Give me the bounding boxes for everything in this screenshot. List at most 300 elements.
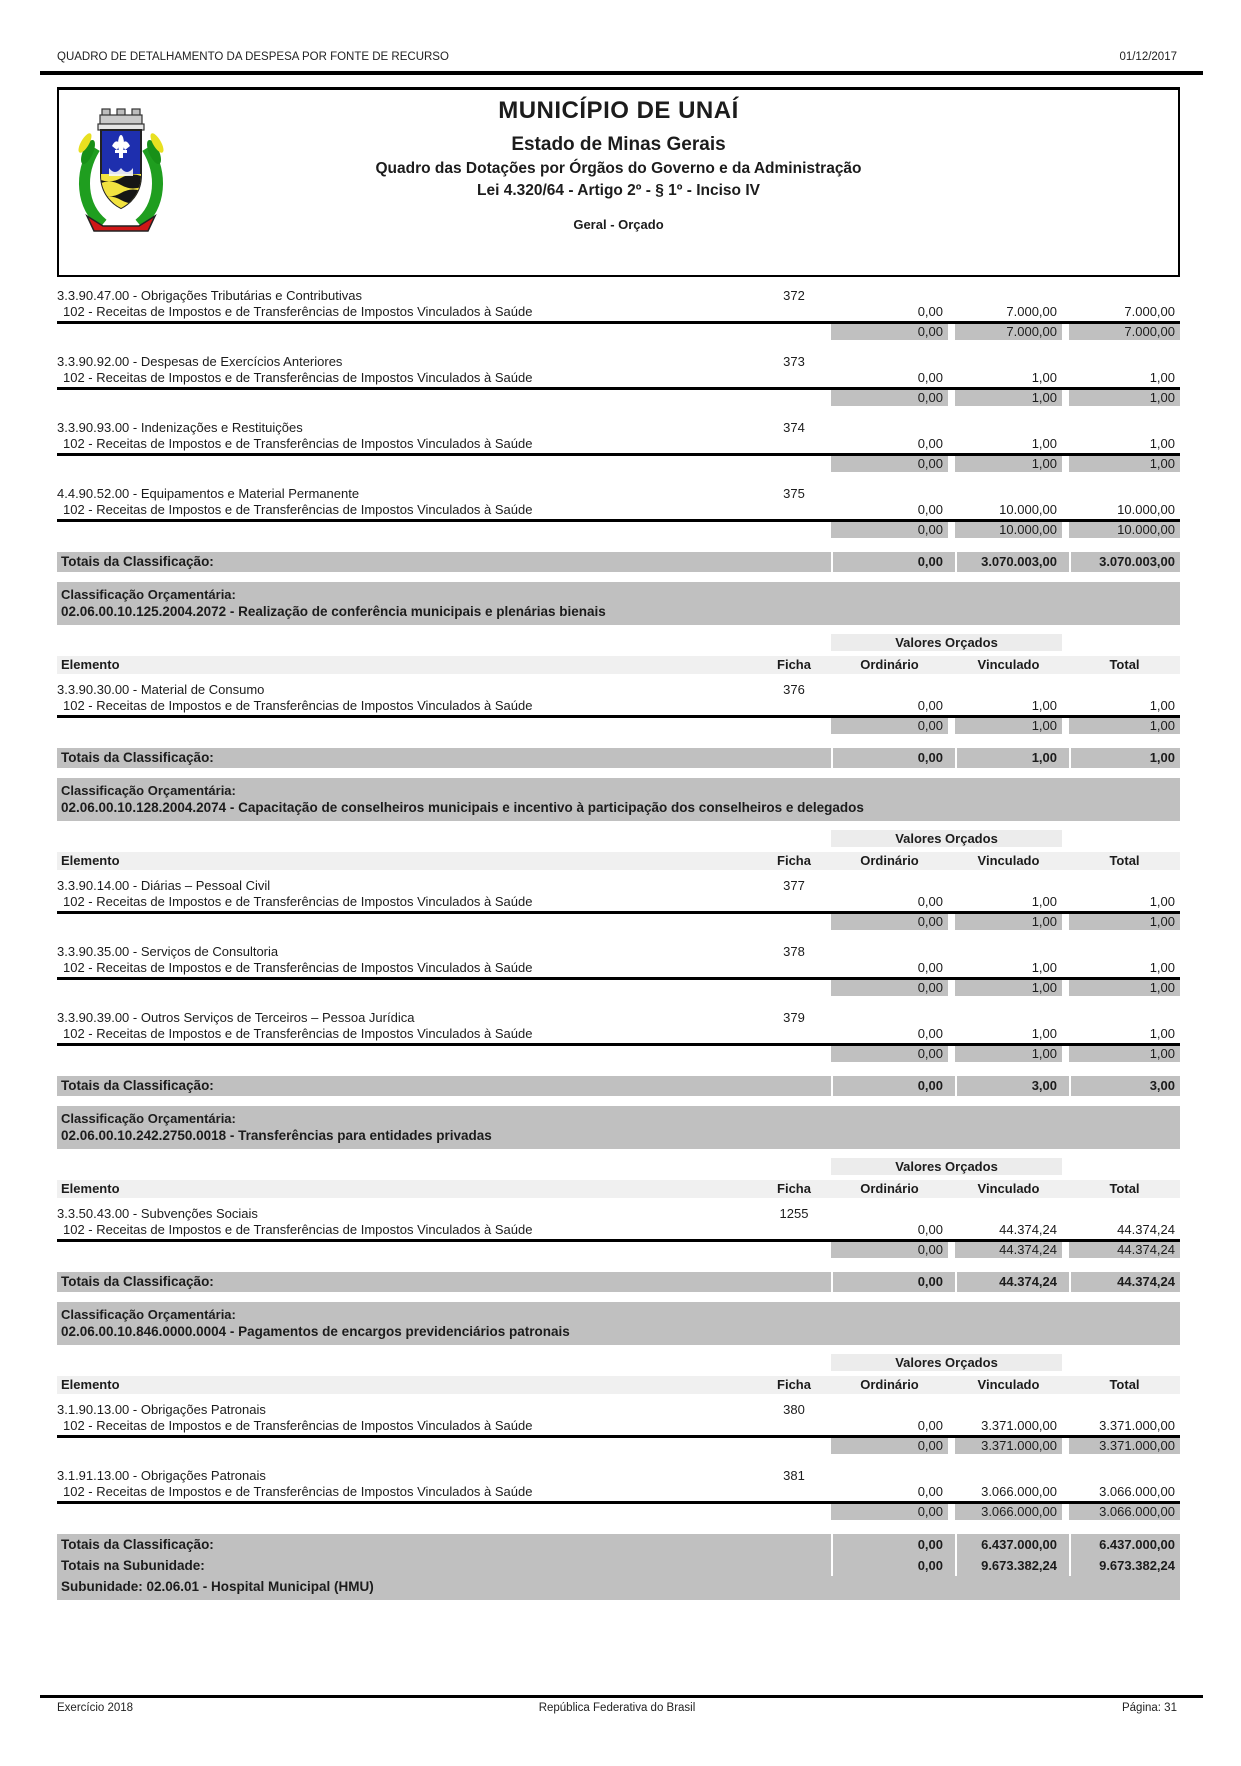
value-ordinario [831, 288, 948, 303]
subtotal-row [57, 718, 1180, 734]
subtotal-row [57, 1242, 1180, 1258]
value-total [1069, 420, 1180, 435]
value-ordinario [831, 420, 948, 435]
value-total [1069, 354, 1180, 369]
value-vinculado [955, 878, 1062, 893]
value-ordinario [831, 1468, 948, 1483]
value-vinculado: 9.673.382,24 [955, 1555, 1062, 1576]
column-gap [1062, 878, 1069, 893]
value-ordinario: 0,00 [831, 748, 948, 768]
column-gap [1062, 1468, 1069, 1483]
scope-label: Geral - Orçado [573, 217, 664, 232]
value-total: 3.371.000,00 [1099, 1418, 1175, 1433]
footer-rule [40, 1695, 1203, 1698]
subtotal-empty [57, 522, 757, 538]
element-row [57, 486, 1180, 501]
element-label: 3.3.90.14.00 - Diárias – Pessoal Civil [57, 878, 271, 893]
column-header-ficha: Ficha [777, 657, 811, 672]
fonte-label: 102 - Receitas de Impostos e de Transferências de Impostos Vinculados à Saúde [63, 502, 533, 517]
column-header-row [57, 1376, 1180, 1394]
fonte-ficha-empty [757, 894, 831, 909]
totals-label: Totais da Classificação: [61, 750, 214, 765]
value-total: 3.070.003,00 [1069, 552, 1180, 572]
element-label: 4.4.90.52.00 - Equipamentos e Material Permanente [57, 486, 360, 501]
subtotal-empty [757, 456, 831, 472]
column-header-ordinario: Ordinário [860, 853, 919, 868]
fonte-ficha-empty [757, 370, 831, 385]
value-total [1069, 486, 1180, 501]
element-row [57, 682, 1180, 697]
value-ordinario: 0,00 [831, 1242, 948, 1258]
value-total: 9.673.382,24 [1069, 1555, 1180, 1576]
element-label: 3.3.50.43.00 - Subvenções Sociais [57, 1206, 258, 1221]
value-ordinario: 0,00 [831, 390, 948, 406]
value-vinculado: 1,00 [955, 980, 1062, 996]
column-header-vinculado: Vinculado [977, 1181, 1040, 1196]
value-total: 1,00 [1069, 718, 1180, 734]
value-total: 1,00 [1149, 436, 1175, 451]
value-total: 1,00 [1069, 980, 1180, 996]
column-gap [1062, 980, 1069, 996]
column-gap [948, 1555, 955, 1576]
fonte-row [57, 1026, 1180, 1041]
value-total [1069, 878, 1180, 893]
subtotal-empty [57, 980, 757, 996]
value-ordinario: 0,00 [917, 1418, 943, 1433]
column-header-elemento: Elemento [61, 853, 120, 868]
column-gap [948, 1222, 955, 1237]
totals-empty [757, 748, 831, 768]
valores-orcados-band: Valores Orçados [831, 1354, 1062, 1371]
value-vinculado: 1,00 [1031, 894, 1057, 909]
classification-label: Classificação Orçamentária: [61, 1111, 236, 1126]
column-header-ordinario: Ordinário [860, 657, 919, 672]
value-vinculado: 3.066.000,00 [981, 1484, 1057, 1499]
municipality-title: MUNICÍPIO DE UNAÍ [498, 97, 739, 124]
page-number: Página: 31 [1121, 1702, 1177, 1714]
document-header [57, 87, 1180, 277]
value-total: 1,00 [1149, 960, 1175, 975]
totals-empty [757, 1534, 831, 1555]
column-gap [1062, 1046, 1069, 1062]
value-vinculado: 1,00 [1031, 1026, 1057, 1041]
column-gap [948, 486, 955, 501]
element-block [57, 420, 1180, 472]
header-rule [40, 71, 1203, 75]
value-total: 1,00 [1069, 748, 1180, 768]
value-total: 6.437.000,00 [1069, 1534, 1180, 1555]
column-header-row [57, 1180, 1180, 1198]
value-vinculado: 1,00 [1031, 370, 1057, 385]
value-vinculado [955, 1402, 1062, 1417]
subtotal-row [57, 914, 1180, 930]
totals-classification-row [57, 748, 1180, 768]
subtotal-empty [757, 914, 831, 930]
value-total: 1,00 [1069, 456, 1180, 472]
column-gap [948, 1046, 955, 1062]
fonte-label: 102 - Receitas de Impostos e de Transferências de Impostos Vinculados à Saúde [63, 1222, 533, 1237]
fonte-label: 102 - Receitas de Impostos e de Transferências de Impostos Vinculados à Saúde [63, 304, 533, 319]
report-date: 01/12/2017 [1119, 51, 1177, 63]
value-vinculado: 6.437.000,00 [955, 1534, 1062, 1555]
fonte-row [57, 1222, 1180, 1237]
column-gap [1062, 304, 1069, 319]
value-total: 1,00 [1069, 1046, 1180, 1062]
column-gap [948, 1242, 955, 1258]
law-subtitle: Lei 4.320/64 - Artigo 2º - § 1º - Inciso IV [477, 182, 760, 199]
element-block [57, 1402, 1180, 1454]
totals-classification-row [57, 1272, 1180, 1292]
column-gap [1062, 698, 1069, 713]
totals-empty [757, 1076, 831, 1096]
value-total [1069, 944, 1180, 959]
column-gap [948, 944, 955, 959]
totals-label: Totais da Classificação: [61, 1537, 214, 1552]
column-gap [1062, 1180, 1069, 1198]
value-total: 1,00 [1069, 914, 1180, 930]
value-total: 3.066.000,00 [1099, 1484, 1175, 1499]
value-total: 7.000,00 [1124, 304, 1175, 319]
column-gap [948, 1438, 955, 1454]
column-gap [1062, 1376, 1069, 1394]
classification-band [57, 778, 1180, 821]
subtotal-row [57, 1046, 1180, 1062]
value-ordinario: 0,00 [831, 1438, 948, 1454]
subtotal-empty [757, 1242, 831, 1258]
element-label: 3.3.90.39.00 - Outros Serviços de Terceiros – Pessoa Jurídica [57, 1010, 415, 1025]
column-header-ficha: Ficha [777, 1181, 811, 1196]
value-ordinario: 0,00 [831, 1534, 948, 1555]
subtotal-empty [757, 1438, 831, 1454]
element-label: 3.3.90.30.00 - Material de Consumo [57, 682, 265, 697]
fonte-row [57, 502, 1180, 517]
fonte-label: 102 - Receitas de Impostos e de Transferências de Impostos Vinculados à Saúde [63, 1418, 533, 1433]
final-totals-band [57, 1534, 1180, 1600]
fonte-ficha-empty [757, 502, 831, 517]
ficha-number: 374 [783, 420, 805, 435]
element-label: 3.3.90.47.00 - Obrigações Tributárias e Contributivas [57, 288, 362, 303]
fonte-row [57, 698, 1180, 713]
value-ordinario: 0,00 [831, 914, 948, 930]
column-header-ficha: Ficha [777, 853, 811, 868]
column-gap [948, 1534, 955, 1555]
element-block [57, 288, 1180, 340]
value-total [1069, 1468, 1180, 1483]
column-header-ordinario: Ordinário [860, 1377, 919, 1392]
subtotal-empty [757, 390, 831, 406]
element-row [57, 420, 1180, 435]
column-gap [1062, 682, 1069, 697]
value-ordinario [831, 354, 948, 369]
column-header-row [57, 852, 1180, 870]
subtotal-empty [757, 1504, 831, 1520]
value-ordinario: 0,00 [831, 718, 948, 734]
fonte-label: 102 - Receitas de Impostos e de Transferências de Impostos Vinculados à Saúde [63, 436, 533, 451]
valores-orcados-band: Valores Orçados [831, 830, 1062, 847]
fonte-row [57, 1484, 1180, 1499]
fonte-label: 102 - Receitas de Impostos e de Transferências de Impostos Vinculados à Saúde [63, 894, 533, 909]
unai-coat-of-arms-icon [71, 100, 171, 248]
subtotal-row [57, 456, 1180, 472]
value-total: 1,00 [1149, 1026, 1175, 1041]
value-vinculado: 44.374,24 [955, 1242, 1062, 1258]
column-gap [1062, 1504, 1069, 1520]
value-ordinario: 0,00 [917, 370, 943, 385]
element-label: 3.1.90.13.00 - Obrigações Patronais [57, 1402, 266, 1417]
column-gap [948, 980, 955, 996]
fonte-ficha-empty [757, 698, 831, 713]
exercise-year: Exercício 2018 [57, 1702, 134, 1714]
value-ordinario: 0,00 [917, 1222, 943, 1237]
fonte-label: 102 - Receitas de Impostos e de Transferências de Impostos Vinculados à Saúde [63, 370, 533, 385]
totals-label: Totais da Classificação: [61, 1078, 214, 1093]
totals-empty [757, 552, 831, 572]
element-label: 3.1.91.13.00 - Obrigações Patronais [57, 1468, 266, 1483]
value-vinculado: 44.374,24 [999, 1222, 1057, 1237]
value-vinculado [955, 486, 1062, 501]
column-gap [1062, 288, 1069, 303]
value-total: 44.374,24 [1069, 1242, 1180, 1258]
running-header [57, 51, 1177, 63]
subunit-totals-label: Totais na Subunidade: [61, 1558, 205, 1573]
value-vinculado: 1,00 [955, 390, 1062, 406]
column-gap [1062, 370, 1069, 385]
column-gap [948, 390, 955, 406]
value-ordinario: 0,00 [831, 1272, 948, 1292]
classification-label: Classificação Orçamentária: [61, 1307, 236, 1322]
subtotal-empty [757, 980, 831, 996]
fonte-row [57, 960, 1180, 975]
column-gap [948, 1272, 955, 1292]
subtotal-empty [57, 1504, 757, 1520]
column-gap [1062, 522, 1069, 538]
subtotal-empty [57, 914, 757, 930]
ficha-number: 373 [783, 354, 805, 369]
column-gap [948, 1376, 955, 1394]
valores-orcados-band: Valores Orçados [831, 1158, 1062, 1175]
value-vinculado [955, 354, 1062, 369]
value-vinculado: 3,00 [955, 1076, 1062, 1096]
classification-section [57, 778, 1180, 1096]
value-vinculado: 10.000,00 [955, 522, 1062, 538]
subunit-row [57, 1576, 1180, 1597]
state-title: Estado de Minas Gerais [511, 134, 726, 155]
value-vinculado [955, 420, 1062, 435]
value-ordinario: 0,00 [917, 1484, 943, 1499]
subtotal-empty [757, 718, 831, 734]
value-ordinario [831, 944, 948, 959]
subtotal-empty [757, 324, 831, 340]
column-gap [1062, 456, 1069, 472]
value-ordinario: 0,00 [831, 1076, 948, 1096]
column-gap [1062, 1010, 1069, 1025]
fonte-row [57, 304, 1180, 319]
value-vinculado [955, 1010, 1062, 1025]
element-block [57, 878, 1180, 930]
totals-label: Totais da Classificação: [61, 1274, 214, 1289]
subtotal-empty [757, 1046, 831, 1062]
valores-orcados-band: Valores Orçados [831, 634, 1062, 651]
column-header-total: Total [1109, 1181, 1140, 1196]
subtotal-row [57, 1504, 1180, 1520]
column-header-ordinario: Ordinário [860, 1181, 919, 1196]
value-vinculado: 1,00 [955, 748, 1062, 768]
fonte-ficha-empty [757, 1026, 831, 1041]
column-header-elemento: Elemento [61, 1377, 120, 1392]
fonte-row [57, 370, 1180, 385]
element-row [57, 1468, 1180, 1483]
value-ordinario [831, 1402, 948, 1417]
value-vinculado: 44.374,24 [955, 1272, 1062, 1292]
ficha-number: 376 [783, 682, 805, 697]
value-total: 1,00 [1149, 698, 1175, 713]
column-gap [948, 878, 955, 893]
value-vinculado: 1,00 [1031, 698, 1057, 713]
value-ordinario: 0,00 [917, 1026, 943, 1041]
column-gap [1062, 552, 1069, 572]
value-ordinario: 0,00 [831, 1504, 948, 1520]
column-gap [948, 502, 955, 517]
column-gap [1062, 960, 1069, 975]
subunit-label: Subunidade: 02.06.01 - Hospital Municipal (HMU) [61, 1579, 374, 1594]
fonte-label: 102 - Receitas de Impostos e de Transferências de Impostos Vinculados à Saúde [63, 1026, 533, 1041]
ficha-number: 381 [783, 1468, 805, 1483]
value-total: 1,00 [1149, 894, 1175, 909]
fonte-label: 102 - Receitas de Impostos e de Transferências de Impostos Vinculados à Saúde [63, 960, 533, 975]
ficha-number: 1255 [779, 1206, 809, 1221]
subtotal-empty [57, 324, 757, 340]
column-gap [1062, 436, 1069, 451]
classification-code: 02.06.00.10.242.2750.0018 - Transferências para entidades privadas [61, 1128, 492, 1143]
column-gap [1062, 390, 1069, 406]
column-gap [948, 852, 955, 870]
column-gap [948, 698, 955, 713]
element-row [57, 1402, 1180, 1417]
value-ordinario [831, 878, 948, 893]
column-gap [948, 748, 955, 768]
column-gap [948, 324, 955, 340]
value-vinculado: 3.371.000,00 [981, 1418, 1057, 1433]
column-gap [1062, 1534, 1069, 1555]
column-gap [1062, 324, 1069, 340]
element-block [57, 944, 1180, 996]
element-row [57, 1206, 1180, 1221]
totals-subunit-row [57, 1555, 1180, 1576]
column-gap [1062, 1076, 1069, 1096]
report-subtitle: Quadro das Dotações por Órgãos do Governo e da Administração [375, 160, 862, 177]
element-row [57, 944, 1180, 959]
value-total [1069, 1206, 1180, 1221]
classification-section [57, 1302, 1180, 1600]
column-gap [948, 1206, 955, 1221]
value-ordinario: 0,00 [831, 1046, 948, 1062]
classification-code: 02.06.00.10.846.0000.0004 - Pagamentos de encargos previdenciários patronais [61, 1324, 570, 1339]
column-gap [948, 960, 955, 975]
subtotal-row [57, 324, 1180, 340]
totals-label: Totais da Classificação: [61, 554, 214, 569]
column-gap [1062, 1402, 1069, 1417]
column-gap [948, 1418, 955, 1433]
column-header-ficha: Ficha [777, 1377, 811, 1392]
column-gap [1062, 1272, 1069, 1292]
value-total: 10.000,00 [1117, 502, 1175, 517]
element-row [57, 288, 1180, 303]
subtotal-row [57, 522, 1180, 538]
totals-empty [757, 1272, 831, 1292]
value-vinculado: 3.371.000,00 [955, 1438, 1062, 1454]
column-header-vinculado: Vinculado [977, 853, 1040, 868]
subtotal-empty [57, 718, 757, 734]
value-vinculado: 3.066.000,00 [955, 1504, 1062, 1520]
fonte-ficha-empty [757, 1484, 831, 1499]
column-header-vinculado: Vinculado [977, 1377, 1040, 1392]
subtotal-empty [57, 1438, 757, 1454]
element-block [57, 682, 1180, 734]
fonte-ficha-empty [757, 1222, 831, 1237]
ficha-number: 379 [783, 1010, 805, 1025]
column-gap [1062, 1418, 1069, 1433]
subtotal-row [57, 980, 1180, 996]
fonte-row [57, 436, 1180, 451]
classification-band [57, 582, 1180, 625]
budget-table [57, 288, 1180, 1600]
fonte-ficha-empty [757, 960, 831, 975]
column-gap [1062, 1026, 1069, 1041]
value-vinculado: 1,00 [955, 1046, 1062, 1062]
subtotal-empty [57, 456, 757, 472]
column-gap [948, 1076, 955, 1096]
totals-classification-row [57, 1076, 1180, 1096]
column-gap [948, 1180, 955, 1198]
value-vinculado [955, 944, 1062, 959]
fonte-label: 102 - Receitas de Impostos e de Transferências de Impostos Vinculados à Saúde [63, 698, 533, 713]
value-vinculado [955, 1206, 1062, 1221]
column-gap [948, 436, 955, 451]
value-ordinario [831, 486, 948, 501]
value-total: 44.374,24 [1069, 1272, 1180, 1292]
column-header-total: Total [1109, 853, 1140, 868]
value-ordinario: 0,00 [917, 894, 943, 909]
value-ordinario [831, 1010, 948, 1025]
value-vinculado: 3.070.003,00 [955, 552, 1062, 572]
value-ordinario [831, 682, 948, 697]
value-vinculado [955, 1468, 1062, 1483]
totals-empty [757, 1555, 831, 1576]
column-gap [1062, 718, 1069, 734]
classification-section [57, 1106, 1180, 1292]
element-block [57, 1468, 1180, 1520]
document-titles [59, 90, 1178, 232]
value-total [1069, 682, 1180, 697]
value-ordinario: 0,00 [831, 1555, 948, 1576]
value-vinculado: 1,00 [955, 718, 1062, 734]
column-header-total: Total [1109, 657, 1140, 672]
value-vinculado [955, 682, 1062, 697]
column-header-vinculado: Vinculado [977, 657, 1040, 672]
value-total: 3,00 [1069, 1076, 1180, 1096]
column-gap [948, 1026, 955, 1041]
value-ordinario: 0,00 [831, 552, 948, 572]
column-gap [948, 894, 955, 909]
value-total: 1,00 [1069, 390, 1180, 406]
ficha-number: 380 [783, 1402, 805, 1417]
value-vinculado: 1,00 [955, 914, 1062, 930]
column-gap [1062, 1438, 1069, 1454]
column-gap [948, 370, 955, 385]
column-gap [1062, 914, 1069, 930]
ficha-number: 372 [783, 288, 805, 303]
element-row [57, 878, 1180, 893]
